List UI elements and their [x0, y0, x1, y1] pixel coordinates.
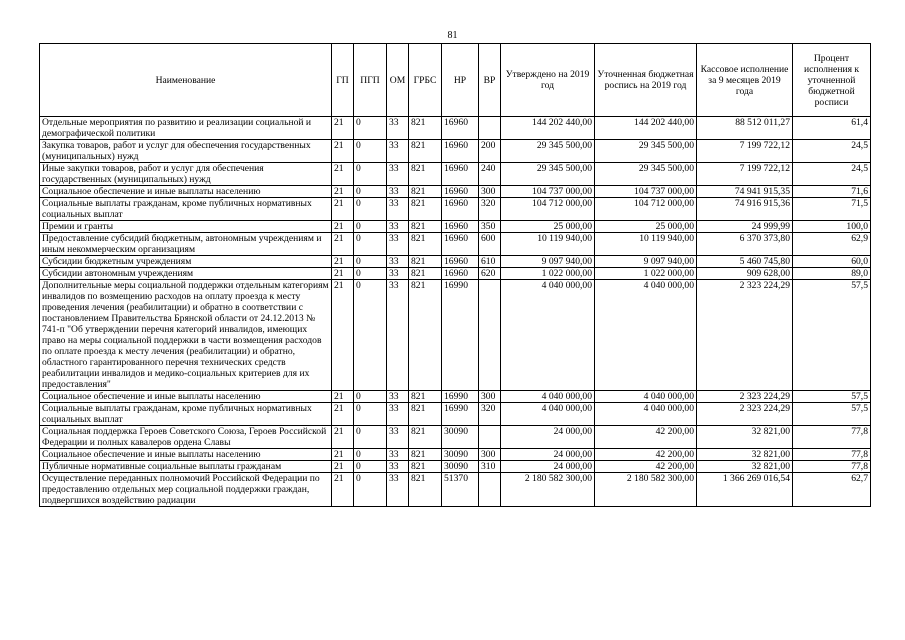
row-grbs: 821	[409, 280, 442, 391]
header-percent: Процент исполнения к уточненной бюджетной росписи	[793, 44, 871, 117]
row-grbs: 821	[409, 221, 442, 233]
row-nr: 30090	[442, 461, 479, 473]
row-cash: 6 370 373,80	[697, 233, 793, 256]
row-pgp: 0	[354, 473, 387, 507]
row-gp: 21	[332, 426, 354, 449]
row-nr: 16960	[442, 198, 479, 221]
row-pgp: 0	[354, 163, 387, 186]
row-vr: 300	[479, 391, 501, 403]
row-vr: 240	[479, 163, 501, 186]
row-om: 33	[387, 140, 409, 163]
header-nr: НР	[442, 44, 479, 117]
row-percent: 77,8	[793, 449, 871, 461]
budget-table	[39, 43, 871, 507]
row-grbs: 821	[409, 461, 442, 473]
row-om: 33	[387, 461, 409, 473]
row-pgp: 0	[354, 391, 387, 403]
row-om: 33	[387, 117, 409, 140]
row-nr: 16960	[442, 186, 479, 198]
row-nr: 16960	[442, 163, 479, 186]
row-percent: 71,6	[793, 186, 871, 198]
table-row	[40, 256, 871, 268]
row-grbs: 821	[409, 198, 442, 221]
row-refined: 104 712 000,00	[595, 198, 697, 221]
table-row	[40, 391, 871, 403]
row-om: 33	[387, 473, 409, 507]
row-pgp: 0	[354, 280, 387, 391]
row-name: Осуществление переданных полномочий Российской Федерации по предоставлению отдельных мер социальной поддержки граждан, подвергшихся воздействию радиации	[40, 473, 332, 507]
row-grbs: 821	[409, 473, 442, 507]
row-cash: 2 323 224,29	[697, 391, 793, 403]
row-name: Субсидии бюджетным учреждениям	[40, 256, 332, 268]
row-vr	[479, 473, 501, 507]
row-percent: 62,9	[793, 233, 871, 256]
row-gp: 21	[332, 449, 354, 461]
row-gp: 21	[332, 473, 354, 507]
row-nr: 16960	[442, 140, 479, 163]
row-gp: 21	[332, 186, 354, 198]
table-header-row	[40, 44, 871, 117]
row-om: 33	[387, 198, 409, 221]
row-vr: 300	[479, 186, 501, 198]
row-om: 33	[387, 221, 409, 233]
row-cash: 2 323 224,29	[697, 403, 793, 426]
row-pgp: 0	[354, 140, 387, 163]
row-vr: 600	[479, 233, 501, 256]
row-nr: 16960	[442, 233, 479, 256]
header-grbs: ГРБС	[409, 44, 442, 117]
table-row	[40, 140, 871, 163]
row-approved: 2 180 582 300,00	[501, 473, 595, 507]
row-gp: 21	[332, 221, 354, 233]
row-refined: 4 040 000,00	[595, 280, 697, 391]
row-percent: 100,0	[793, 221, 871, 233]
row-percent: 24,5	[793, 163, 871, 186]
row-refined: 9 097 940,00	[595, 256, 697, 268]
row-pgp: 0	[354, 256, 387, 268]
row-nr: 16990	[442, 280, 479, 391]
row-nr: 16990	[442, 403, 479, 426]
table-row	[40, 198, 871, 221]
row-grbs: 821	[409, 117, 442, 140]
header-gp: ГП	[332, 44, 354, 117]
row-refined: 104 737 000,00	[595, 186, 697, 198]
row-name: Субсидии автономным учреждениям	[40, 268, 332, 280]
row-name: Публичные нормативные социальные выплаты гражданам	[40, 461, 332, 473]
header-pgp: ПГП	[354, 44, 387, 117]
row-gp: 21	[332, 198, 354, 221]
row-approved: 9 097 940,00	[501, 256, 595, 268]
row-gp: 21	[332, 403, 354, 426]
row-refined: 29 345 500,00	[595, 140, 697, 163]
row-name: Премии и гранты	[40, 221, 332, 233]
header-om: ОМ	[387, 44, 409, 117]
row-pgp: 0	[354, 403, 387, 426]
header-name: Наименование	[40, 44, 332, 117]
table-row	[40, 186, 871, 198]
row-percent: 89,0	[793, 268, 871, 280]
row-approved: 104 737 000,00	[501, 186, 595, 198]
table-row	[40, 403, 871, 426]
row-vr: 200	[479, 140, 501, 163]
row-gp: 21	[332, 280, 354, 391]
row-percent: 57,5	[793, 391, 871, 403]
row-percent: 57,5	[793, 280, 871, 391]
row-gp: 21	[332, 163, 354, 186]
row-grbs: 821	[409, 426, 442, 449]
row-nr: 30090	[442, 449, 479, 461]
row-percent: 77,8	[793, 461, 871, 473]
row-approved: 104 712 000,00	[501, 198, 595, 221]
table-row	[40, 280, 871, 391]
table-row	[40, 233, 871, 256]
row-cash: 24 999,99	[697, 221, 793, 233]
row-vr: 620	[479, 268, 501, 280]
row-nr: 16960	[442, 256, 479, 268]
table-row	[40, 473, 871, 507]
header-cash: Кассовое исполнение за 9 месяцев 2019 года	[697, 44, 793, 117]
row-cash: 1 366 269 016,54	[697, 473, 793, 507]
row-cash: 32 821,00	[697, 426, 793, 449]
header-refined: Уточненная бюджетная роспись на 2019 год	[595, 44, 697, 117]
row-grbs: 821	[409, 186, 442, 198]
row-gp: 21	[332, 256, 354, 268]
row-approved: 24 000,00	[501, 449, 595, 461]
row-nr: 30090	[442, 426, 479, 449]
row-refined: 4 040 000,00	[595, 403, 697, 426]
row-approved: 10 119 940,00	[501, 233, 595, 256]
row-grbs: 821	[409, 233, 442, 256]
row-percent: 60,0	[793, 256, 871, 268]
row-name: Социальное обеспечение и иные выплаты населению	[40, 186, 332, 198]
row-om: 33	[387, 426, 409, 449]
row-name: Закупка товаров, работ и услуг для обеспечения государственных (муниципальных) нужд	[40, 140, 332, 163]
row-cash: 7 199 722,12	[697, 140, 793, 163]
table-row	[40, 221, 871, 233]
row-om: 33	[387, 391, 409, 403]
row-pgp: 0	[354, 186, 387, 198]
row-grbs: 821	[409, 256, 442, 268]
row-nr: 16990	[442, 391, 479, 403]
row-gp: 21	[332, 461, 354, 473]
row-grbs: 821	[409, 391, 442, 403]
page-number: 81	[447, 30, 458, 41]
row-vr: 320	[479, 198, 501, 221]
row-approved: 24 000,00	[501, 426, 595, 449]
row-pgp: 0	[354, 426, 387, 449]
row-refined: 25 000,00	[595, 221, 697, 233]
row-approved: 144 202 440,00	[501, 117, 595, 140]
row-gp: 21	[332, 391, 354, 403]
table-row	[40, 461, 871, 473]
row-refined: 10 119 940,00	[595, 233, 697, 256]
row-grbs: 821	[409, 403, 442, 426]
row-approved: 4 040 000,00	[501, 391, 595, 403]
row-approved: 24 000,00	[501, 461, 595, 473]
row-refined: 1 022 000,00	[595, 268, 697, 280]
row-cash: 5 460 745,80	[697, 256, 793, 268]
row-pgp: 0	[354, 198, 387, 221]
row-name: Социальное обеспечение и иные выплаты населению	[40, 449, 332, 461]
row-approved: 25 000,00	[501, 221, 595, 233]
row-om: 33	[387, 268, 409, 280]
row-name: Предоставление субсидий бюджетным, автономным учреждениям и иным некоммерческим организациям	[40, 233, 332, 256]
row-refined: 29 345 500,00	[595, 163, 697, 186]
row-name: Социальная поддержка Героев Советского Союза, Героев Российской Федерации и полных кавалеров ордена Славы	[40, 426, 332, 449]
row-name: Социальные выплаты гражданам, кроме публичных нормативных социальных выплат	[40, 198, 332, 221]
row-refined: 4 040 000,00	[595, 391, 697, 403]
row-name: Дополнительные меры социальной поддержки отдельным категориям инвалидов по возмещению расходов на оплату проезда к месту проведения лечения (реабилитации) и обратно в соответствии с постановлением Правительства Брянской области от 24.12.2013 № 741-п "Об утверждении перечня категорий инвалидов, имеющих право на меры социальной поддержки в части возмещения расходов по оплате проезда к месту лечения (реабилитации) и обратно, областного гарантированного перечня технических средств реабилитации инвалидов и медико-социальных критериев для их предоставления"	[40, 280, 332, 391]
row-pgp: 0	[354, 221, 387, 233]
row-percent: 24,5	[793, 140, 871, 163]
row-gp: 21	[332, 140, 354, 163]
row-om: 33	[387, 403, 409, 426]
row-nr: 16960	[442, 117, 479, 140]
row-om: 33	[387, 449, 409, 461]
row-cash: 32 821,00	[697, 461, 793, 473]
table-row	[40, 426, 871, 449]
row-vr: 610	[479, 256, 501, 268]
row-vr: 310	[479, 461, 501, 473]
row-cash: 2 323 224,29	[697, 280, 793, 391]
header-vr: ВР	[479, 44, 501, 117]
row-gp: 21	[332, 117, 354, 140]
row-grbs: 821	[409, 268, 442, 280]
row-grbs: 821	[409, 449, 442, 461]
row-approved: 4 040 000,00	[501, 403, 595, 426]
row-cash: 74 941 915,35	[697, 186, 793, 198]
row-refined: 42 200,00	[595, 461, 697, 473]
row-refined: 144 202 440,00	[595, 117, 697, 140]
row-nr: 51370	[442, 473, 479, 507]
row-percent: 62,7	[793, 473, 871, 507]
row-name: Иные закупки товаров, работ и услуг для обеспечения государственных (муниципальных) нужд	[40, 163, 332, 186]
row-pgp: 0	[354, 268, 387, 280]
row-percent: 57,5	[793, 403, 871, 426]
row-om: 33	[387, 280, 409, 391]
row-vr: 320	[479, 403, 501, 426]
row-percent: 77,8	[793, 426, 871, 449]
row-om: 33	[387, 163, 409, 186]
table-row	[40, 117, 871, 140]
row-refined: 2 180 582 300,00	[595, 473, 697, 507]
row-refined: 42 200,00	[595, 449, 697, 461]
row-name: Социальное обеспечение и иные выплаты населению	[40, 391, 332, 403]
row-approved: 1 022 000,00	[501, 268, 595, 280]
row-vr: 300	[479, 449, 501, 461]
row-pgp: 0	[354, 449, 387, 461]
row-gp: 21	[332, 268, 354, 280]
row-approved: 29 345 500,00	[501, 163, 595, 186]
row-om: 33	[387, 233, 409, 256]
row-name: Отдельные мероприятия по развитию и реализации социальной и демографической политики	[40, 117, 332, 140]
row-pgp: 0	[354, 461, 387, 473]
header-approved: Утверждено на 2019 год	[501, 44, 595, 117]
row-name: Социальные выплаты гражданам, кроме публичных нормативных социальных выплат	[40, 403, 332, 426]
row-cash: 909 628,00	[697, 268, 793, 280]
row-percent: 61,4	[793, 117, 871, 140]
row-grbs: 821	[409, 140, 442, 163]
row-pgp: 0	[354, 233, 387, 256]
table-row	[40, 449, 871, 461]
row-approved: 4 040 000,00	[501, 280, 595, 391]
row-cash: 74 916 915,36	[697, 198, 793, 221]
row-cash: 7 199 722,12	[697, 163, 793, 186]
row-cash: 88 512 011,27	[697, 117, 793, 140]
row-om: 33	[387, 256, 409, 268]
row-vr: 350	[479, 221, 501, 233]
row-vr	[479, 426, 501, 449]
row-om: 33	[387, 186, 409, 198]
row-gp: 21	[332, 233, 354, 256]
table-row	[40, 163, 871, 186]
row-nr: 16960	[442, 268, 479, 280]
row-grbs: 821	[409, 163, 442, 186]
row-nr: 16960	[442, 221, 479, 233]
row-refined: 42 200,00	[595, 426, 697, 449]
row-approved: 29 345 500,00	[501, 140, 595, 163]
row-vr	[479, 117, 501, 140]
row-percent: 71,5	[793, 198, 871, 221]
row-pgp: 0	[354, 117, 387, 140]
row-cash: 32 821,00	[697, 449, 793, 461]
table-row	[40, 268, 871, 280]
row-vr	[479, 280, 501, 391]
